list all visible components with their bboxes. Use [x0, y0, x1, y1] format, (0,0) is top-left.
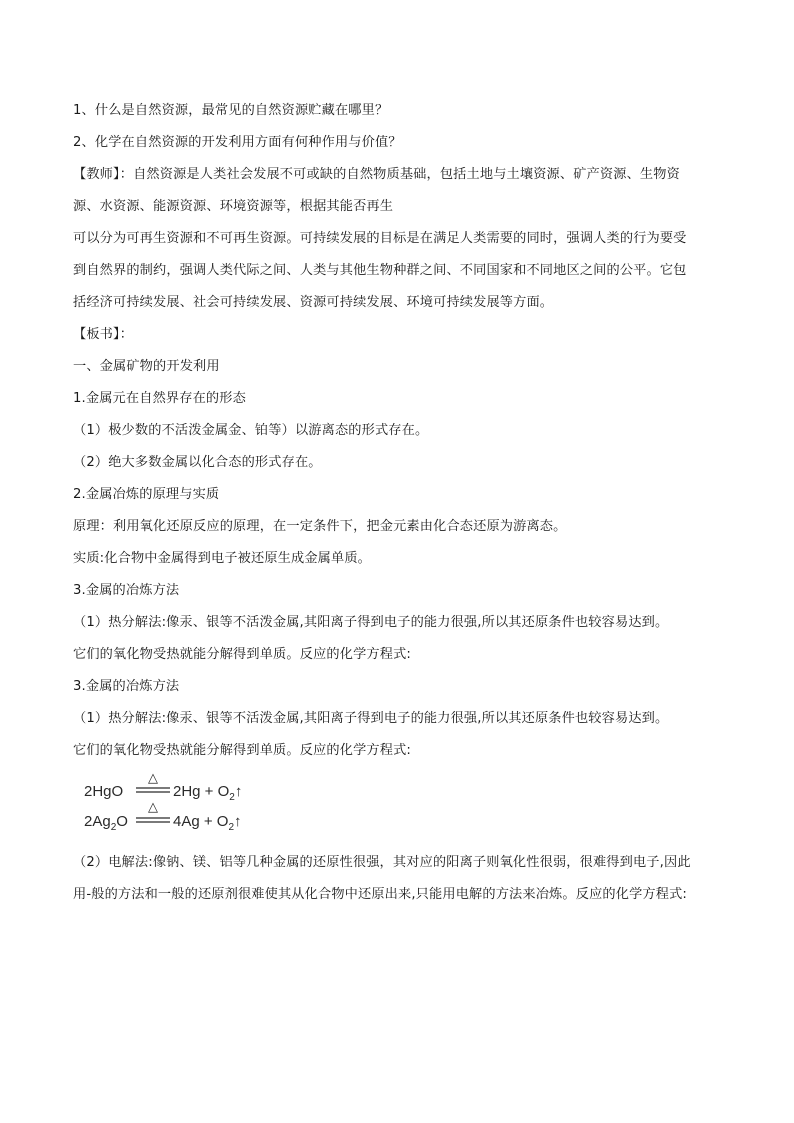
equation-intro-text-repeat: 它们的氧化物受热就能分解得到单质。反应的化学方程式: [73, 743, 412, 758]
electrolysis-text-line-1: （2）电解法:像钠、镁、铝等几种金属的还原性很强，其对应的阳离子则氧化性很弱，很难得到电子,因此 [73, 855, 691, 870]
essence-text: 实质:化合物中金属得到电子被还原生成金属单质。 [73, 551, 372, 566]
eq1-reactant: 2HgO [84, 783, 124, 800]
subsection-2-title: 2.金属冶炼的原理与实质 [73, 487, 220, 502]
heat-condition-symbol: △ [148, 800, 158, 815]
teacher-paragraph-line-5: 括经济可持续发展、社会可持续发展、资源可持续发展、环境可持续发展等方面。 [73, 295, 554, 310]
eq2-products: $4Ag + O_2↑$ [173, 813, 242, 832]
chemical-equations-svg [74, 770, 274, 832]
subsection-1-title: 1.金属元在自然界存在的形态 [73, 391, 246, 406]
thermal-decomposition-text-repeat: （1）热分解法:像汞、银等不活泼金属,其阳离子得到电子的能力很强,所以其还原条件也较容易达到。 [73, 711, 669, 726]
equation-intro-text: 它们的氧化物受热就能分解得到单质。反应的化学方程式: [73, 647, 412, 662]
list-item: （1）极少数的不活泼金属金、铂等）以游离态的形式存在。 [73, 423, 429, 438]
list-item: （2）绝大多数金属以化合态的形式存在。 [73, 455, 322, 470]
question-2: 2、化学在自然资源的开发利用方面有何种作用与价值？ [73, 135, 402, 150]
teacher-paragraph-line-2: 源、水资源、能源资源、环境资源等，根据其能否再生 [73, 199, 394, 214]
teacher-paragraph-line-1: 【教师】：自然资源是人类社会发展不可或缺的自然物质基础，包括土地与土壤资源、矿产资源、生物资 [73, 167, 680, 182]
teacher-paragraph-line-4: 到自然界的制约，强调人类代际之间、人类与其他生物种群之间、不同国家和不同地区之间的公平。它包 [73, 263, 687, 278]
electrolysis-text-line-2: 用-般的方法和一般的还原剂很难使其从化合物中还原出来,只能用电解的方法来冶炼。反应的化学方程式: [73, 887, 688, 902]
principle-text: 原理：利用氧化还原反应的原理，在一定条件下，把金元素由化合态还原为游离态。 [73, 519, 567, 534]
section-title: 一、金属矿物的开发利用 [73, 359, 220, 374]
eq1-products: $2Hg + O_2↑$ [173, 783, 243, 803]
blackboard-heading: 【板书】： [73, 327, 134, 342]
chemical-equations-image [74, 770, 274, 832]
subsection-3-title-repeat: 3.金属的冶炼方法 [73, 679, 180, 694]
eq2-reactant: $2Ag_2O$ [84, 813, 128, 832]
subsection-3-title: 3.金属的冶炼方法 [73, 583, 180, 598]
teacher-paragraph-line-3: 可以分为可再生资源和不可再生资源。可持续发展的目标是在满足人类需要的同时，强调人类的行为要受 [73, 231, 687, 246]
question-1: 1、什么是自然资源，最常见的自然资源贮藏在哪里？ [73, 103, 389, 118]
thermal-decomposition-text: （1）热分解法:像汞、银等不活泼金属,其阳离子得到电子的能力很强,所以其还原条件也较容易达到。 [73, 615, 669, 630]
heat-condition-symbol: △ [148, 771, 158, 786]
